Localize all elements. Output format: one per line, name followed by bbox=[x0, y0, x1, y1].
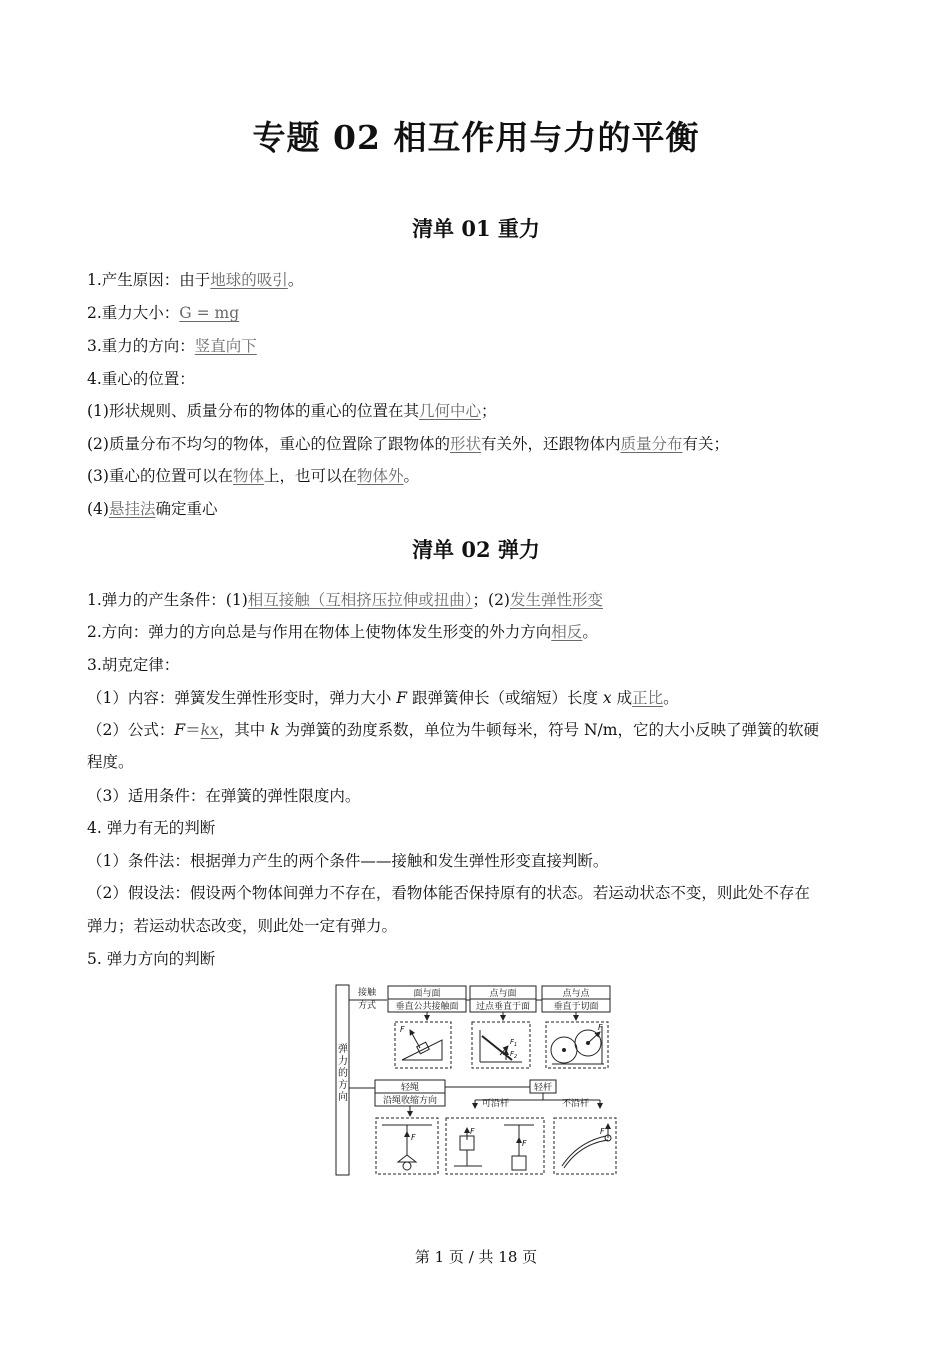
svg-text:轻杆: 轻杆 bbox=[533, 1083, 553, 1093]
svg-text:F: F bbox=[600, 1127, 605, 1136]
svg-text:点与点: 点与点 bbox=[562, 989, 590, 999]
svg-text:垂直于切面: 垂直于切面 bbox=[553, 1002, 599, 1012]
text-line: （2）公式：F＝kx，其中 k 为弹簧的劲度系数，单位为牛顿每米，符号 N/m，它的大小反映了弹簧的软硬 bbox=[87, 721, 819, 739]
svg-text:可沿杆: 可沿杆 bbox=[482, 1099, 510, 1109]
text-line: 2.重力大小：G = mg bbox=[87, 304, 240, 322]
page-footer: 第 1 页 / 共 18 页 bbox=[414, 1248, 538, 1266]
svg-text:不沿杆: 不沿杆 bbox=[562, 1099, 590, 1109]
svg-text:面与面: 面与面 bbox=[413, 989, 441, 999]
svg-text:点与面: 点与面 bbox=[489, 989, 517, 999]
svg-text:轻绳: 轻绳 bbox=[400, 1083, 420, 1093]
text-line: （1）内容：弹簧发生弹性形变时，弹力大小 F 跟弹簧伸长（或缩短）长度 x 成正比。 bbox=[87, 689, 679, 707]
text-line: 4. 弹力有无的判断 bbox=[87, 819, 216, 837]
fill-in-answer: kx bbox=[200, 721, 219, 739]
text-line: （3）适用条件：在弹簧的弹性限度内。 bbox=[87, 787, 361, 805]
fill-in-answer: 形状 bbox=[449, 435, 481, 453]
section-heading-elastic-force: 清单 02 弹力 bbox=[412, 537, 540, 562]
svg-text:向: 向 bbox=[338, 1092, 348, 1103]
fill-in-answer: 几何中心 bbox=[418, 402, 481, 420]
elastic-force-direction-diagram bbox=[330, 980, 620, 1180]
fill-in-answer: 质量分布 bbox=[620, 435, 683, 453]
text-line: （1）条件法：根据弹力产生的两个条件——接触和发生弹性形变直接判断。 bbox=[87, 852, 609, 870]
fill-in-answer: 地球的吸引 bbox=[210, 271, 288, 289]
svg-text:F: F bbox=[411, 1133, 416, 1142]
text-line: (1)形状规则、质量分布的物体的重心的位置在其几何中心； bbox=[87, 402, 497, 420]
text-line: (3)重心的位置可以在物体上，也可以在物体外。 bbox=[87, 467, 420, 485]
fill-in-answer: 竖直向下 bbox=[194, 337, 257, 355]
page-title: 专题 02 相互作用与力的平衡 bbox=[252, 118, 700, 157]
text-line: 2.方向：弹力的方向总是与作用在物体上使物体发生形变的外力方向相反。 bbox=[87, 623, 598, 641]
text-line: 程度。 bbox=[87, 753, 134, 771]
svg-text:接触: 接触 bbox=[358, 988, 377, 998]
panel-rod-bent bbox=[554, 1118, 616, 1174]
svg-text:力: 力 bbox=[338, 1056, 348, 1067]
fill-in-answer: 正比 bbox=[632, 689, 664, 707]
svg-text:垂直公共接触面: 垂直公共接触面 bbox=[395, 1002, 459, 1012]
svg-text:F: F bbox=[470, 1127, 475, 1136]
fill-in-answer: 发生弹性形变 bbox=[509, 591, 603, 609]
text-line: （2）假设法：假设两个物体间弹力不存在，看物体能否保持原有的状态。若运动状态不变，则此处不存在 bbox=[87, 884, 810, 902]
side-label bbox=[338, 1042, 348, 1103]
fill-in-answer: 悬挂法 bbox=[108, 500, 156, 518]
fill-in-answer: 相反 bbox=[551, 623, 583, 641]
text-line: 1.产生原因：由于地球的吸引。 bbox=[87, 271, 304, 289]
svg-text:F: F bbox=[522, 1139, 527, 1148]
svg-text:过点垂直于面: 过点垂直于面 bbox=[475, 1002, 531, 1012]
contact-label bbox=[358, 986, 377, 1011]
incline-shape bbox=[402, 1040, 442, 1060]
fill-in-answer: G = mg bbox=[179, 304, 240, 322]
fill-in-answer: 相互接触（互相挤压拉伸或扭曲） bbox=[247, 591, 473, 609]
text-line: 1.弹力的产生条件：(1)相互接触（互相挤压拉伸或扭曲）；(2)发生弹性形变 bbox=[87, 591, 603, 609]
text-line: (2)质量分布不均匀的物体，重心的位置除了跟物体的形状有关外，还跟物体内质量分布有关； bbox=[87, 435, 730, 453]
svg-text:弹: 弹 bbox=[338, 1044, 348, 1055]
svg-text:的: 的 bbox=[338, 1068, 348, 1079]
text-line: 弹力；若运动状态改变，则此处一定有弹力。 bbox=[87, 917, 398, 935]
text-line: 3.重力的方向：竖直向下 bbox=[87, 337, 257, 355]
svg-text:F: F bbox=[598, 1023, 603, 1032]
section-heading-gravity: 清单 01 重力 bbox=[412, 216, 540, 241]
panel-corner bbox=[472, 1022, 530, 1068]
fill-in-answer: 物体 bbox=[232, 467, 264, 485]
svg-text:F: F bbox=[400, 1025, 405, 1034]
text-line: 4.重心的位置： bbox=[87, 370, 195, 388]
svg-text:F1: $F_1$ bbox=[510, 1038, 518, 1048]
svg-text:方: 方 bbox=[338, 1080, 348, 1091]
svg-text:F2: $F_2$ bbox=[510, 1050, 518, 1060]
text-line: 5. 弹力方向的判断 bbox=[87, 950, 216, 968]
text-line: (4)悬挂法确定重心 bbox=[87, 500, 218, 518]
fill-in-answer: 物体外 bbox=[357, 467, 404, 485]
text-line: 3.胡克定律： bbox=[87, 656, 180, 674]
svg-text:沿绳收缩方向: 沿绳收缩方向 bbox=[382, 1096, 438, 1106]
svg-text:方式: 方式 bbox=[358, 1001, 377, 1011]
